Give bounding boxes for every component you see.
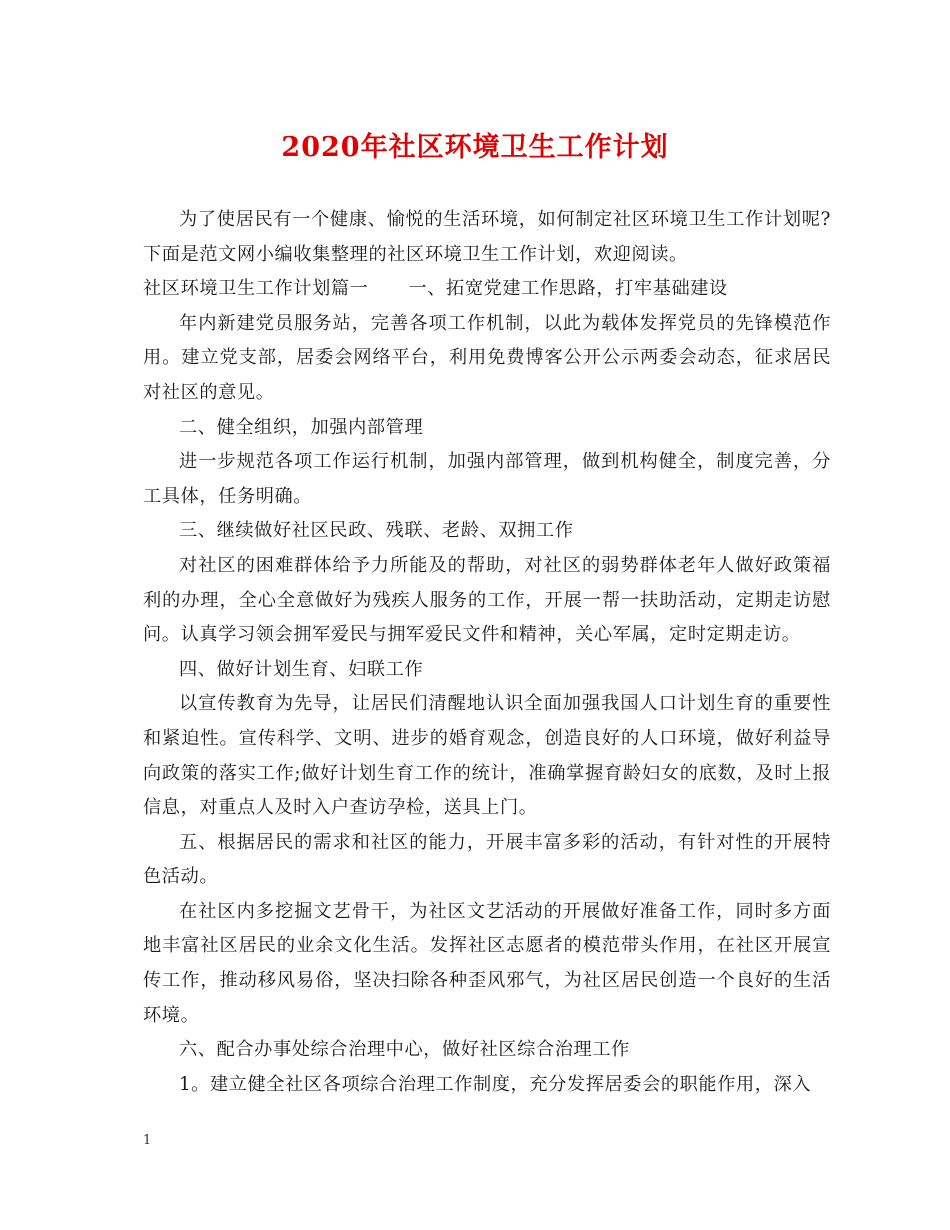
- heading-civil-affairs: 三、继续做好社区民政、残联、老龄、双拥工作: [179, 520, 574, 542]
- heading-activities: 五、根据居民的需求和社区的能力，开展丰富多彩的活动，有针对性的开展特色活动。: [143, 831, 831, 888]
- intro-paragraph: 为了使居民有一个健康、愉悦的生活环境，如何制定社区环境卫生工作计划呢?下面是范文网小编收集整理的社区环境卫生工作计划，欢迎阅读。: [143, 209, 831, 265]
- document-body: [143, 203, 831, 1102]
- paragraph-family-planning: 以宣传教育为先导，让居民们清醒地认识全面加强我国人口计划生育的重要性和紧迫性。宣传科学、文明、进步的婚育观念，创造良好的人口环境，做好利益导向政策的落实工作;做好计划生育工作的统计，准确掌握育龄妇女的底数，及时上报信息，对重点人及时入户查访孕检，送具上门。: [143, 693, 831, 819]
- document-title: 2020年社区环境卫生工作计划: [281, 132, 669, 163]
- paragraph-activities: 在社区内多挖掘文艺骨干，为社区文艺活动的开展做好准备工作，同时多方面地丰富社区居民的业余文化生活。发挥社区志愿者的模范带头作用，在社区开展宣传工作，推动移风易俗，坚决扫除各种歪风邪气，为社区居民创造一个良好的生活环境。: [143, 900, 831, 1026]
- heading-governance: 六、配合办事处综合治理中心，做好社区综合治理工作: [179, 1039, 630, 1061]
- paragraph-party-station: 年内新建党员服务站，完善各项工作机制，以此为载体发挥党员的先锋模范作用。建立党支部，居委会网络平台，利用免费博客公开公示两委会动态，征求居民对社区的意见。: [143, 312, 831, 403]
- heading-family-planning: 四、做好计划生育、妇联工作: [179, 658, 424, 680]
- section-heading-label: 社区环境卫生工作计划篇一: [143, 278, 369, 300]
- paragraph-civil-affairs: 对社区的困难群体给予力所能及的帮助，对社区的弱势群体老年人做好政策福利的办理，全心全意做好为残疾人服务的工作，开展一帮一扶助活动，定期走访慰问。认真学习领会拥军爱民与拥军爱民文件和精神，关心军属，定时定期走访。: [143, 554, 831, 646]
- paragraph-governance: 1。建立健全社区各项综合治理工作制度，充分发挥居委会的职能作用，深入: [179, 1073, 812, 1095]
- paragraph-organization: 进一步规范各项工作运行机制，加强内部管理，做到机构健全，制度完善，分工具体，任务明确。: [143, 451, 831, 507]
- heading-organization: 二、健全组织，加强内部管理: [179, 416, 424, 438]
- section-heading-item: 一、拓宽党建工作思路，打牢基础建设: [408, 278, 728, 300]
- section-heading: [143, 272, 831, 307]
- page-number: 1: [143, 1133, 152, 1148]
